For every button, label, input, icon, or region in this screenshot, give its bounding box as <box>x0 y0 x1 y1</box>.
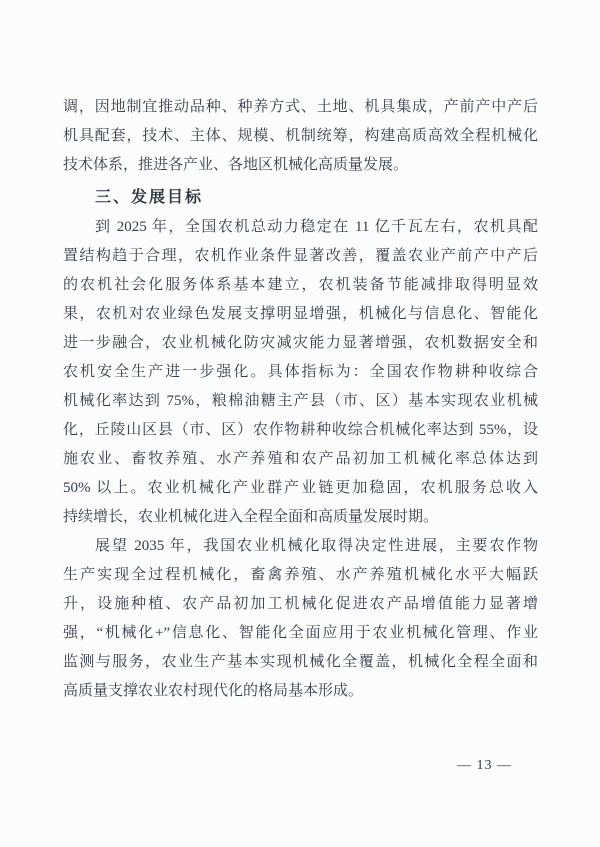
text-line: 机具配套，技术、主体、规模、机制统筹，构建高质高效全程机械化 <box>63 128 538 144</box>
text-line: 进一步融合，农业机械化防灾减灾能力显著增强，农机数据安全和 <box>63 335 538 351</box>
text-line: 果，农机对农业绿色发展支撑明显增强，机械化与信息化、智能化 <box>63 306 538 322</box>
text-line: 机械化率达到 75%，粮棉油糖主产县（市、区）基本实现农业机械 <box>63 393 538 409</box>
paragraph <box>63 532 538 706</box>
text-line: 技术体系，推进各产业、各地区机械化高质量发展。 <box>63 157 409 173</box>
text-line: 施农业、畜牧养殖、水产养殖和农产品初加工机械化率总体达到 <box>63 451 538 467</box>
text-line: 农机安全生产进一步强化。具体指标为：全国农作物耕种收综合 <box>63 364 538 380</box>
text-line: 展望 2035 年，我国农业机械化取得决定性进展，主要农作物 <box>95 538 538 554</box>
text-line: 持续增长，农业机械化进入全程全面和高质量发展时期。 <box>63 509 439 525</box>
paragraph <box>63 213 538 532</box>
page-number: — 13 — <box>457 758 512 773</box>
text-line: 强，“机械化+”信息化、智能化全面应用于农业机械化管理、作业 <box>63 625 538 641</box>
text-line: 生产实现全过程机械化，畜禽养殖、水产养殖机械化水平大幅跃 <box>63 567 538 583</box>
text-line: 调，因地制宜推动品种、种养方式、土地、机具集成，产前产中产后 <box>63 99 538 115</box>
text-line: 高质量支撑农业农村现代化的格局基本形成。 <box>63 683 364 699</box>
section-heading: 三、发展目标 <box>95 189 204 206</box>
document-body <box>63 93 538 706</box>
text-line: 监测与服务，农业生产基本实现机械化全覆盖，机械化全程全面和 <box>63 654 538 670</box>
text-line: 化，丘陵山区县（市、区）农作物耕种收综合机械化率达到 55%，设 <box>63 422 538 438</box>
text-line: 置结构趋于合理，农机作业条件显著改善，覆盖农业产前产中产后 <box>63 248 538 264</box>
text-line: 到 2025 年，全国农机总动力稳定在 11 亿千瓦左右，农机具配 <box>95 219 538 235</box>
text-line: 50% 以上。农业机械化产业群产业链更加稳固，农机服务总收入 <box>63 480 538 496</box>
text-line: 升，设施种植、农产品初加工机械化促进农产品增值能力显著增 <box>63 596 538 612</box>
text-line: 的农机社会化服务体系基本建立，农机装备节能减排取得明显效 <box>63 277 538 293</box>
paragraph <box>63 93 538 180</box>
